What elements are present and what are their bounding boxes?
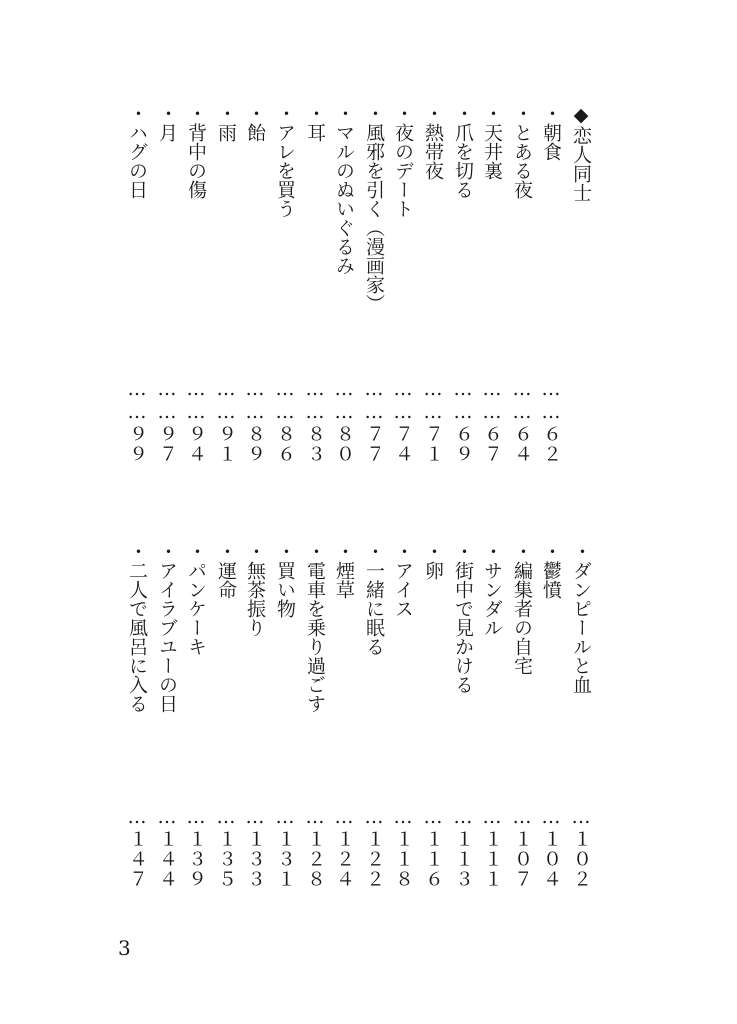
toc-entry-title: ・街中で見かける [452, 542, 474, 694]
toc-entry-page: …１２４ [333, 806, 355, 889]
toc-entry-page: ……６４ [511, 378, 533, 464]
toc-entry-title: ・雨 [215, 104, 237, 142]
toc-entry-title: ・アイス [392, 542, 414, 618]
toc-entry-title: ・爪を切る [452, 104, 474, 199]
toc-entry-title: ・買い物 [274, 542, 296, 618]
toc-entry-page: …１０２ [570, 806, 592, 889]
toc-entry-title: ・とある夜 [511, 104, 533, 199]
toc-entry-title: ・アイラブユーの日 [156, 542, 178, 713]
toc-entry-page: …１０４ [540, 806, 562, 889]
toc-entry-page: …１３９ [185, 806, 207, 889]
toc-entry-title: ・風邪を引く（漫画家） [363, 104, 385, 313]
toc-entry-title: ・編集者の自宅 [511, 542, 533, 675]
toc-entry-page: ……９４ [185, 378, 207, 464]
toc-entry-title: ・夜のデート [392, 104, 414, 218]
toc-entry-page: ……８３ [304, 378, 326, 464]
toc-entry-title: ・飴 [244, 104, 266, 142]
toc-entry-title: ・二人で風呂に入る [126, 542, 148, 713]
toc-entry-page: ……７１ [422, 378, 444, 464]
toc-entry-title: ・アレを買う [274, 104, 296, 218]
toc-entry-page: …１２８ [304, 806, 326, 889]
toc-entry-title: ・マルのぬいぐるみ [333, 104, 355, 275]
toc-entry-title: ◆恋人同士 [570, 104, 592, 202]
toc-entry-title: ・鬱憤 [540, 542, 562, 599]
toc-entry-page: …１４７ [126, 806, 148, 889]
toc-entry-title: ・天井裏 [481, 104, 503, 180]
toc-entry-title: ・パンケーキ [185, 542, 207, 656]
toc-entry-page: …１３３ [244, 806, 266, 889]
toc-entry-page: ……６９ [452, 378, 474, 464]
toc-entry-page: ……７４ [392, 378, 414, 464]
toc-entry-title: ・ダンピールと血 [570, 542, 592, 694]
toc-entry-page: …１２２ [363, 806, 385, 889]
toc-entry-title: ・サンダル [481, 542, 503, 637]
toc-entry-page: …１１６ [422, 806, 444, 889]
toc-entry-page: …１４４ [156, 806, 178, 889]
toc-entry-title: ・無茶振り [244, 542, 266, 637]
toc-entry-title: ・朝食 [540, 104, 562, 161]
toc-entry-page: ……９９ [126, 378, 148, 464]
toc-entry-title: ・月 [156, 104, 178, 142]
toc-entry-page: ……９１ [215, 378, 237, 464]
toc-entry-page: …１３５ [215, 806, 237, 889]
toc-entry-page: …１１８ [392, 806, 414, 889]
toc-entry-page: ……８９ [244, 378, 266, 464]
toc-entry-title: ・卵 [422, 542, 444, 580]
page-number: 3 [118, 936, 131, 960]
toc-entry-page: ……６７ [481, 378, 503, 464]
toc-entry-page: ……７７ [363, 378, 385, 464]
toc-entry-page: …１１１ [481, 806, 503, 889]
toc-entry-title: ・ハグの日 [126, 104, 148, 199]
toc-entry-title: ・運命 [215, 542, 237, 599]
toc-entry-page: ……９７ [156, 378, 178, 464]
toc-entry-title: ・煙草 [333, 542, 355, 599]
toc-entry-title: ・電車を乗り過ごす [304, 542, 326, 713]
toc-entry-title: ・熱帯夜 [422, 104, 444, 180]
toc-entry-page: …１３１ [274, 806, 296, 889]
toc-entry-page: ……８０ [333, 378, 355, 464]
toc-entry-title: ・一緒に眠る [363, 542, 385, 656]
toc-entry-title: ・背中の傷 [185, 104, 207, 199]
toc-entry-page: ……８６ [274, 378, 296, 464]
toc-entry-title: ・耳 [304, 104, 326, 142]
toc-entry-page: ……６２ [540, 378, 562, 464]
toc-entry-page: …１１３ [452, 806, 474, 889]
toc-entry-page: …１０７ [511, 806, 533, 889]
